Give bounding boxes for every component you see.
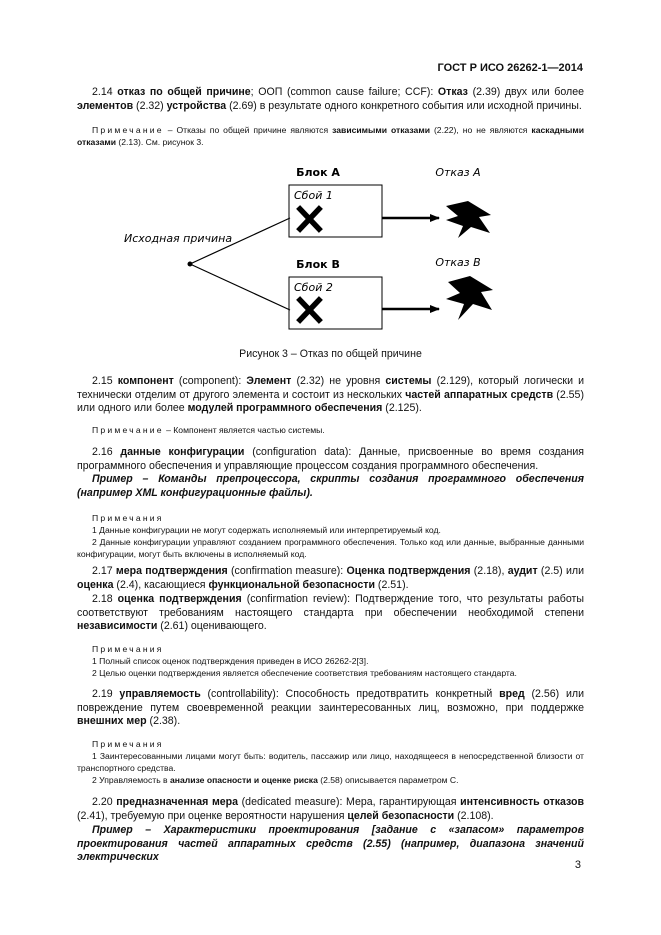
figure-common-cause-failure [0,150,661,345]
fault-2-label: Сбой 2 [294,281,333,294]
definition-2-14: 2.14 отказ по общей причине; ООП (common cause failure; CCF): Отказ (2.39) двух или более элементов (2.32) устройства (2.69) в результате одного конкретного события или исходной причины. [77,86,585,112]
fault-1-label: Сбой 1 [294,189,333,202]
failure-b-label: Отказ В [435,256,481,269]
line-to-fault-2 [190,264,290,310]
failure-b-lightning-icon [446,276,493,320]
fault-2-x-icon [300,300,319,320]
term: управляемость [119,688,201,700]
failure-a-lightning-icon [446,201,491,238]
term: данные конфигурации [120,446,245,458]
note-2-15: Примечание – Компонент является частью системы. [92,425,325,435]
definition-2-18: 2.18 оценка подтверждения (confirmation review): Подтверждение того, что результаты работы соответствуют требованиям настоящего стандарта при обеспечении необходимой степени независимости (2.61) оценивающего. [77,593,585,633]
example-2-20: Пример – Характеристики проектирования [задание с «запасом» параметров проектирования частей аппаратных средств (2.55) (например, диапазона значений электрических [77,824,584,864]
note-label: Примечание [92,425,164,435]
note-2-14: Примечание – Отказы по общей причине являются зависимыми отказами (2.22), но не являются каскадными отказами (2.13). См. рисунок 3. [77,125,584,147]
block-b-label: Блок В [296,258,340,271]
notes-label: Примечания [92,644,164,654]
definition-2-20: 2.20 предназначенная мера (dedicated measure): Мера, гарантирующая интенсивность отказов (2.41), требуемую при оценке вероятности нарушения целей безопасности (2.108). [77,796,584,822]
block-a-label: Блок А [296,166,340,179]
fault-1-x-icon [300,209,319,229]
page-number: 3 [574,859,581,871]
notes-label: Примечания [92,513,164,523]
notes-2-19 [77,738,584,786]
term: компонент [117,375,174,387]
term: отказ по общей причине [117,86,251,98]
term: мера подтверждения [115,565,228,577]
figure-caption: Рисунок 3 – Отказ по общей причине [239,348,422,360]
notes-2-16 [77,512,584,560]
example-2-16: Пример – Команды препроцессора, скрипты создания программного обеспечения (например XML конфигурационные файлы). [77,473,584,499]
note-item: 2 Управляемость в анализе опасности и оценке риска (2.58) описывается параметром С. [92,775,459,785]
note-label: Примечание [92,125,164,135]
definition-2-17: 2.17 мера подтверждения (confirmation measure): Оценка подтверждения (2.18), аудит (2.5) или оценка (2.4), касающиеся функциональной безопасности (2.51). [77,565,585,591]
term: предназначенная мера [116,796,239,808]
notes-label: Примечания [92,739,164,749]
note-item: 1 Данные конфигурации не могут содержать исполняемый или интерпретируемый код. [92,525,441,535]
root-cause-label: Исходная причина [124,232,233,245]
note-item: 2 Целью оценки подтверждения является обеспечение соответствия требованиям настоящего стандарта. [92,668,517,678]
term: оценка подтверждения [117,593,242,605]
note-item: 2 Данные конфигурации управляют созданием программного обеспечения. Только код или данные, выбранные данными конфигурации, могут быть включены в исполняемый код. [77,537,584,559]
note-item: 1 Полный список оценок подтверждения приведен в ИСО 26262-2[3]. [92,656,369,666]
definition-2-19: 2.19 управляемость (controllability): Способность предотвратить конкретный вред (2.56) или повреждение путем своевременной реакции заинтересованных лиц, возможно, при поддержке внешних мер (2.38). [77,688,584,728]
standard-header: ГОСТ Р ИСО 26262-1—2014 [437,62,583,74]
failure-a-label: Отказ А [435,166,481,179]
definition-2-16: 2.16 данные конфигурации (configuration data): Данные, присвоенные во время создания программного обеспечения и управляющие процессом создания программного обеспечения. [77,446,584,472]
note-item: 1 Заинтересованными лицами могут быть: водитель, пассажир или лицо, находящееся в непосредственной близости от транспортного средства. [77,751,584,773]
definition-2-15: 2.15 компонент (component): Элемент (2.32) не уровня системы (2.129), который логически и технически отделим от другого элемента и состоит из нескольких частей аппаратных средств (2.55) или одного или более модулей программного обеспечения (2.125). [77,375,584,415]
notes-2-18 [77,643,584,679]
